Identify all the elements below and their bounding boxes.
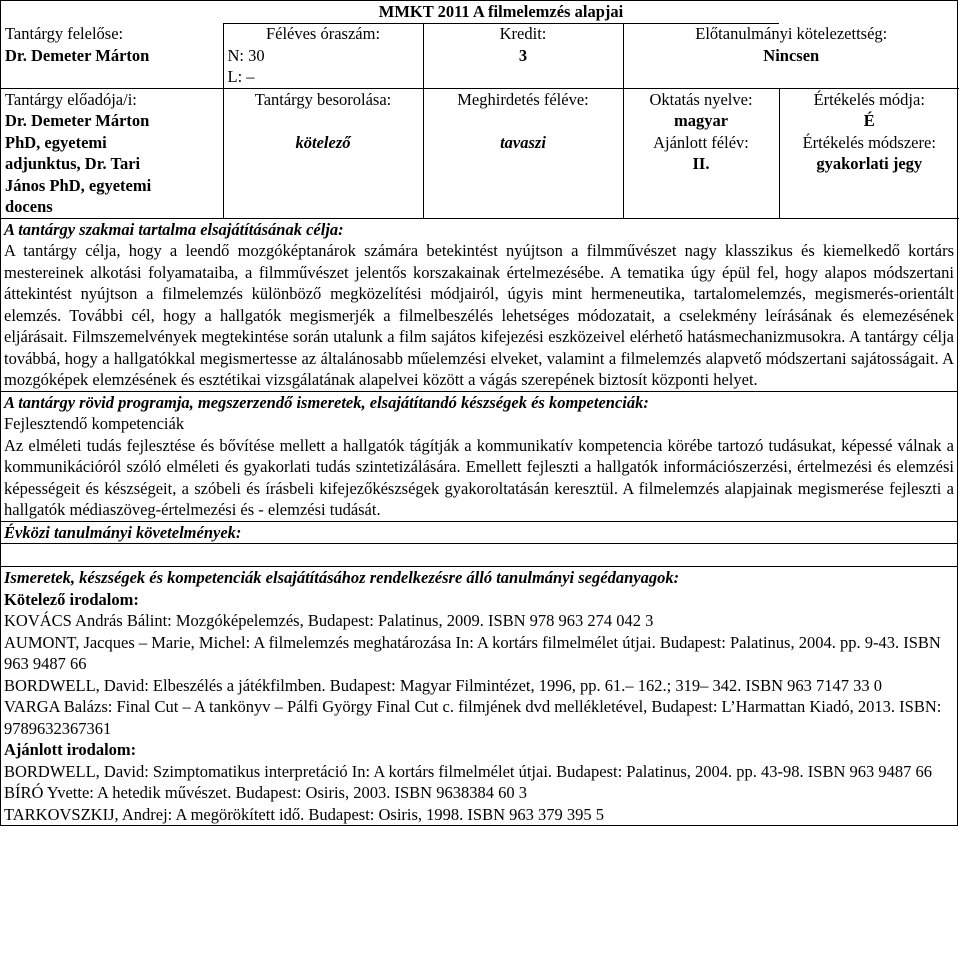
lecturer-label: Tantárgy előadója/i:: [5, 89, 137, 109]
lecturer-cell: [1, 88, 223, 218]
materials-section: [1, 566, 957, 825]
prereq-label: Előtanulmányi kötelezettség:: [695, 24, 888, 43]
program-subheading: Fejlesztendő kompetenciák: [4, 414, 185, 433]
recommended-literature-label: Ajánlott irodalom:: [4, 740, 137, 759]
hours-l: L: –: [227, 67, 255, 86]
requirements-empty-row: [1, 543, 957, 566]
language-label: Oktatás nyelve:: [649, 89, 753, 109]
main-title: MMKT 2011 A filmelemzés alapjai: [223, 1, 779, 24]
literature-item: VARGA Balázs: Final Cut – A tankönyv – Pálfi György Final Cut c. filmjének dvd mellékletével, Budapest: L’Harmattan Kiadó, 2013. ISBN: 9789632367361: [4, 697, 942, 738]
credit-value: 3: [518, 45, 528, 65]
hours-n: N: 30: [227, 45, 265, 65]
classification-cell: [223, 88, 423, 218]
language-cell: [623, 88, 779, 218]
course-goal-section: [1, 219, 957, 391]
requirements-section: [1, 521, 957, 544]
lecturer-line: János PhD, egyetemi: [5, 175, 152, 195]
classification-value: kötelező: [295, 132, 351, 152]
requirements-heading: Évközi tanulmányi követelmények:: [4, 522, 242, 542]
classification-label: Tantárgy besorolása:: [254, 89, 392, 109]
program-heading: A tantárgy rövid programja, megszerzendő ismeretek, elsajátítandó készségek és kompetenciák:: [4, 392, 649, 412]
lecturer-line: docens: [5, 197, 53, 216]
literature-item: BÍRÓ Yvette: A hetedik művészet. Budapest: Osiris, 2003. ISBN 9638384 60 3: [4, 783, 527, 802]
literature-item: KOVÁCS András Bálint: Mozgóképelemzés, Budapest: Palatinus, 2009. ISBN 978 963 274 042 3: [4, 611, 654, 630]
responsible-name: Dr. Demeter Márton: [5, 45, 150, 65]
prereq-value: Nincsen: [763, 45, 820, 65]
language-value: magyar: [673, 111, 729, 130]
evaluation-method-label: Értékelés módszere:: [802, 132, 936, 152]
course-goal-heading: A tantárgy szakmai tartalma elsajátításának célja:: [4, 219, 344, 239]
evaluation-cell: [779, 88, 959, 218]
evaluation-label: Értékelés módja:: [813, 89, 925, 109]
literature-item: BORDWELL, David: Szimptomatikus interpretáció In: A kortárs filmelmélet útjai. Budapest: Palatinus, 2004. pp. 43-98. ISBN 963 9487 66: [4, 761, 933, 781]
course-header-table: [1, 1, 959, 219]
literature-item: BORDWELL, David: Elbeszélés a játékfilmben. Budapest: Magyar Filmintézet, 1996, pp. 61.– 162.; 319– 342. ISBN 963 7147 33 0: [4, 675, 883, 695]
semester-cell: [423, 88, 623, 218]
lecturer-line: PhD, egyetemi: [5, 132, 107, 152]
literature-item: TARKOVSZKIJ, Andrej: A megörökített idő. Budapest: Osiris, 1998. ISBN 963 379 395 5: [4, 804, 605, 824]
program-text: Az elméleti tudás fejlesztése és bővítése mellett a hallgatók tágítják a kommunikatív kompetencia körébe tartozó tudásukat, képessé válnak a kommunikációról szóló elméleti és gyakorlati tudás szintetizálására. Emellett fejleszti a hallgatók információszerzési, értelmezési és elemzési képességeit és készségeit, a szóbeli és írásbeli kifejezőkészségek gyakoroltatásán keresztül. A filmelemzés alapjainak megismerése fejleszti a hallgatók médiaszöveg-értelmezési és - elemzési tudását.: [4, 435, 954, 519]
lecturer-line: adjunktus, Dr. Tari: [5, 154, 141, 173]
lecturer-line: Dr. Demeter Márton: [5, 111, 150, 130]
evaluation-method-value: gyakorlati jegy: [816, 154, 923, 173]
mandatory-literature-label: Kötelező irodalom:: [4, 589, 139, 609]
program-section: [1, 391, 957, 521]
course-goal-text: A tantárgy célja, hogy a leendő mozgóképtanárok számára betekintést nyújtson a filmművészet nagy klasszikus és kiemelkedő kortárs mestereinek alkotási folyamataiba, a filmművészet jelentős korszakainak értelmezésébe. A tematika úgy épül fel, hogy alapos módszertani áttekintést nyújtson a filmelemzés különböző megközelítési módjairól, úgyis mint hermeneutika, tartalomelemzés, megismerés-orientált elemzés. További cél, hogy a hallgatók megismerjék a filmelbeszélés lehetséges módozatait, a cselekmény leírásának és elemezésének eljárásait. Filmszemelvények megtekintése során utalunk a film sajátos kifejezési eszközeivel elérhető hatásmechanizmusokra. A tantárgy célja továbbá, hogy a hallgatókkal megismertesse az általánosabb műelemzési elveket, valamint a filmelemzés alapvető módszertani sajátosságait. A mozgóképek elemzésének és esztétikai vizsgálatának alapelvei között a vágás szerepének biztosít központi helyet.: [4, 241, 954, 389]
recommended-semester-value: II.: [692, 154, 710, 173]
responsible-label: Tantárgy felelőse:: [5, 24, 124, 43]
evaluation-value: É: [863, 111, 875, 130]
hours-label: Féléves óraszám:: [265, 24, 381, 43]
responsible-cell: [1, 1, 223, 88]
materials-heading: Ismeretek, készségek és kompetenciák elsajátításához rendelkezésre álló tanulmányi segédanyagok:: [4, 568, 680, 587]
recommended-semester-label: Ajánlott félév:: [653, 132, 749, 152]
credit-label: Kredit:: [499, 24, 547, 43]
semester-label: Meghirdetés féléve:: [457, 89, 589, 109]
literature-item: AUMONT, Jacques – Marie, Michel: A filmelemzés meghatározása In: A kortárs filmelmélet útjai. Budapest: Palatinus, 2004. pp. 9-43. ISBN 963 9487 66: [4, 632, 941, 673]
semester-value: tavaszi: [500, 132, 546, 152]
